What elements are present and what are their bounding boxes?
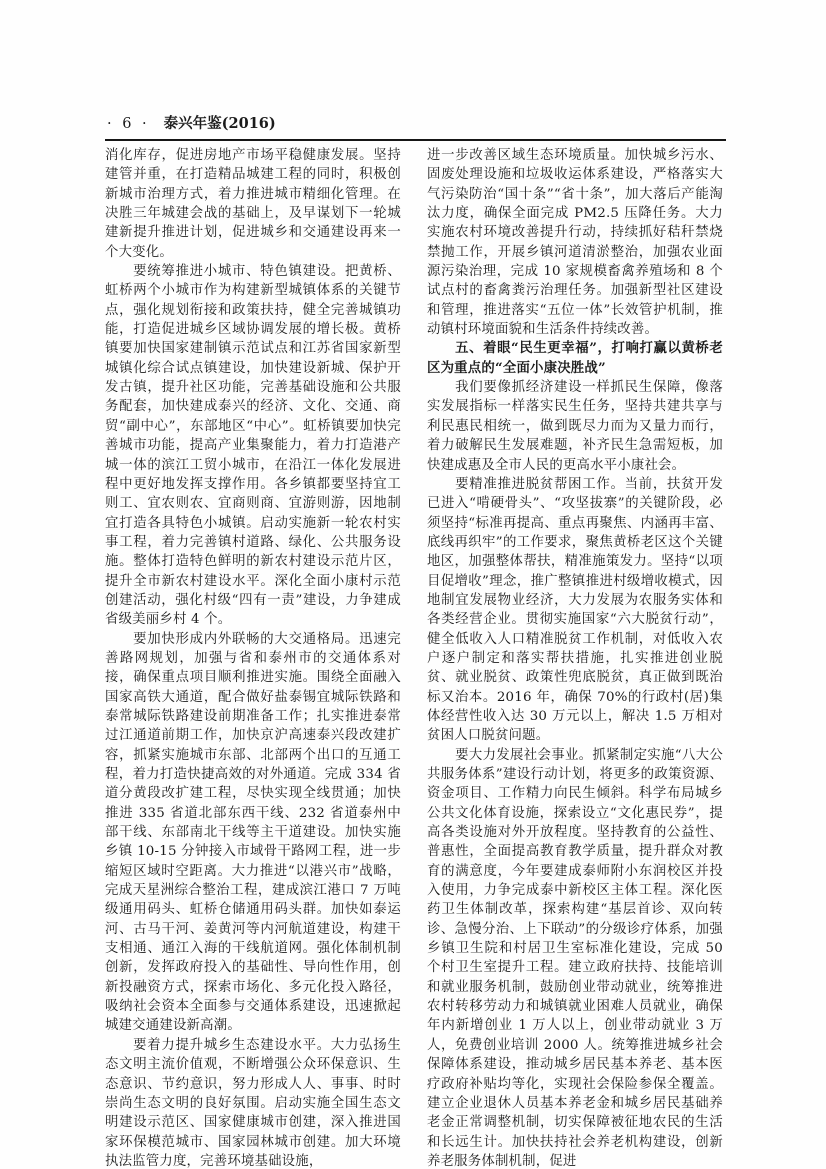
right-column bbox=[427, 146, 723, 1169]
book-title: 泰兴年鉴(2016) bbox=[163, 115, 276, 132]
body-paragraph: 进一步改善区域生态环境质量。加快城乡污水、固废处理设施和垃圾收运体系建设，严格落实大气污染防治“国十条”“省十条”，加大落后产能淘汰力度，确保全面完成 PM2.5 压降任务。大力实施农村环境改善提升行动，持续抓好秸秆禁烧禁抛工作，开展乡镇河道清淤整治，加强农业面源污染治理，完成 10 家规模畜禽养殖场和 8 个试点村的畜禽粪污治理任务。加强新型社区建设和管理，推进落实“五位一体”长效管护机制，推动镇村环境面貌和生活条件持续改善。 bbox=[427, 148, 723, 338]
body-paragraph: 要着力提升城乡生态建设水平。大力弘扬生态文明主流价值观，不断增强公众环保意识、生态意识、节约意识，努力形成人人、事事、时时崇尚生态文明的良好氛围。启动实施全国生态文明建设示范区、国家健康城市创建，深入推进国家环保模范城市、国家园林城市创建。加大环境执法监管力度，完善环境基础设施， bbox=[105, 1037, 401, 1169]
left-column bbox=[105, 146, 401, 1169]
running-header bbox=[107, 112, 727, 133]
body-paragraph: 我们要像抓经济建设一样抓民生保障，像落实发展指标一样落实民生任务，坚持共建共享与利民惠民相统一，做到既尽力而为又量力而行，着力破解民生发展难题，补齐民生急需短板，加快建成惠及全市人民的更高水平小康社会。 bbox=[427, 380, 723, 473]
section-heading: 五、着眼“民生更幸福”，打响打赢以黄桥老区为重点的“全面小康决胜战” bbox=[427, 340, 723, 376]
body-paragraph: 要大力发展社会事业。抓紧制定实施“八大公共服务体系”建设行动计划，将更多的政策资源、资金项目、工作精力向民生倾斜。科学布局城乡公共文化体育设施，探索设立“文化惠民券”，提高各类设施对外开放程度。坚持教育的公益性、普惠性，全面提高教育教学质量，提升群众对教育的满意度，今年要建成泰师附小东润校区并投入使用，力争完成泰中新校区主体工程。深化医药卫生体制改革，探索构建“基层首诊、双向转诊、急慢分治、上下联动”的分级诊疗体系，加强乡镇卫生院和村居卫生室标准化建设，完成 50 个村卫生室提升工程。建立政府扶持、技能培训和就业服务机制，鼓励创业带动就业，统筹推进农村转移劳动力和城镇就业困难人员就业，确保年内新增创业 1 万人以上，创业带动就业 3 万人，免费创业培训 2000 人。统筹推进城乡社会保障体系建设，推动城乡居民基本养老、基本医疗政府补贴均等化，实现社会保险参保全覆盖。建立企业退休人员基本养老金和城乡居民基础养老金正常调整机制，切实保障被征地农民的生活和长远生计。加快扶持社会养老机构建设，创新养老服务体制机制，促进 bbox=[427, 747, 723, 1169]
body-paragraph: 要统筹推进小城市、特色镇建设。把黄桥、虹桥两个小城市作为构建新型城镇体系的关键节点，强化规划衔接和政策扶持，健全完善城镇功能，打造促进城乡区域协调发展的增长极。黄桥镇要加快国家建制镇示范试点和江苏省国家新型城镇化综合试点镇建设，加快建设新城、保护开发古镇，提升社区功能，完善基础设施和公共服务配套，加快建成泰兴的经济、文化、交通、商贸“副中心”，东部地区“中心”。虹桥镇要加快完善城市功能，提高产业集聚能力，着力打造港产城一体的滨江工贸小城市，在沿江一体化发展进程中更好地发挥支撑作用。各乡镇都要坚持宜工则工、宜农则农、宜商则商、宜游则游，因地制宜打造各具特色小城镇。启动实施新一轮农村实事工程，着力完善镇村道路、绿化、公共服务设施。整体打造特色鲜明的新农村建设示范片区，提升全市新农村建设水平。深化全面小康村示范创建活动，强化村级“四有一责”建设，力争建成省级美丽乡村 4 个。 bbox=[105, 264, 401, 628]
body-paragraph: 要加快形成内外联畅的大交通格局。迅速完善路网规划，加强与省和泰州市的交通体系对接，确保重点项目顺利推进实施。围绕全面融入国家高铁大通道，配合做好盐泰锡宜城际铁路和泰常城际铁路建设前期准备工作；扎实推进泰常过江通道前期工作，加快京沪高速泰兴段改建扩容，抓紧实施城市东部、北部两个出口的互通工程，着力打造快捷高效的对外通道。完成 334 省道分黄段改扩建工程，尽快实现全线贯通；加快推进 335 省道北部东西干线、232 省道泰州中部干线、东部南北干线等主干道建设。加快实施乡镇 10-15 分钟接入市域骨干路网工程，进一步缩短区域时空距离。大力推进“以港兴市”战略，完成天星洲综合整治工程，建成滨江港口 7 万吨级通用码头、虹桥仓储通用码头群。加快如泰运河、古马干河、姜黄河等内河航道建设，构建干支相通、通江入海的干线航道网。强化体制机制创新，发挥政府投入的基础性、导向性作用，创新投融资方式，探索市场化、多元化投入路径，吸纳社会资本全面参与交通体系建设，迅速掀起城建交通建设新高潮。 bbox=[105, 631, 401, 1034]
page-number: · 6 · bbox=[107, 116, 150, 132]
body-paragraph: 要精准推进脱贫帮困工作。当前，扶贫开发已进入“啃硬骨头”、“攻坚拔寨”的关键阶段，必须坚持“标准再提高、重点再聚焦、内涵再丰富、底线再织牢”的工作要求，聚焦黄桥老区这个关键地区，加强整体帮扶，精准施策发力。坚持“以项目促增收”理念，推广整镇推进村级增收模式，因地制宜发展物业经济，大力发展为农服务实体和各类经营企业。贯彻实施国家“六大脱贫行动”，健全低收入人口精准脱贫工作机制，对低收入农户逐户制定和落实帮扶措施，扎实推进创业脱贫、就业脱贫、政策性兜底脱贫，真正做到既治标又治本。2016 年，确保 70%的行政村(居)集体经营性收入达 30 万元以上，解决 1.5 万相对贫困人口脱贫问题。 bbox=[427, 476, 723, 744]
body-paragraph: 消化库存，促进房地产市场平稳健康发展。坚持建管并重，在打造精品城建工程的同时，积极创新城市治理方式，着力推进城市精细化管理。在决胜三年城建会战的基础上，及早谋划下一轮城建新提升推进计划，促进城乡和交通建设再来一个大变化。 bbox=[105, 148, 401, 260]
header-rule bbox=[105, 139, 726, 141]
